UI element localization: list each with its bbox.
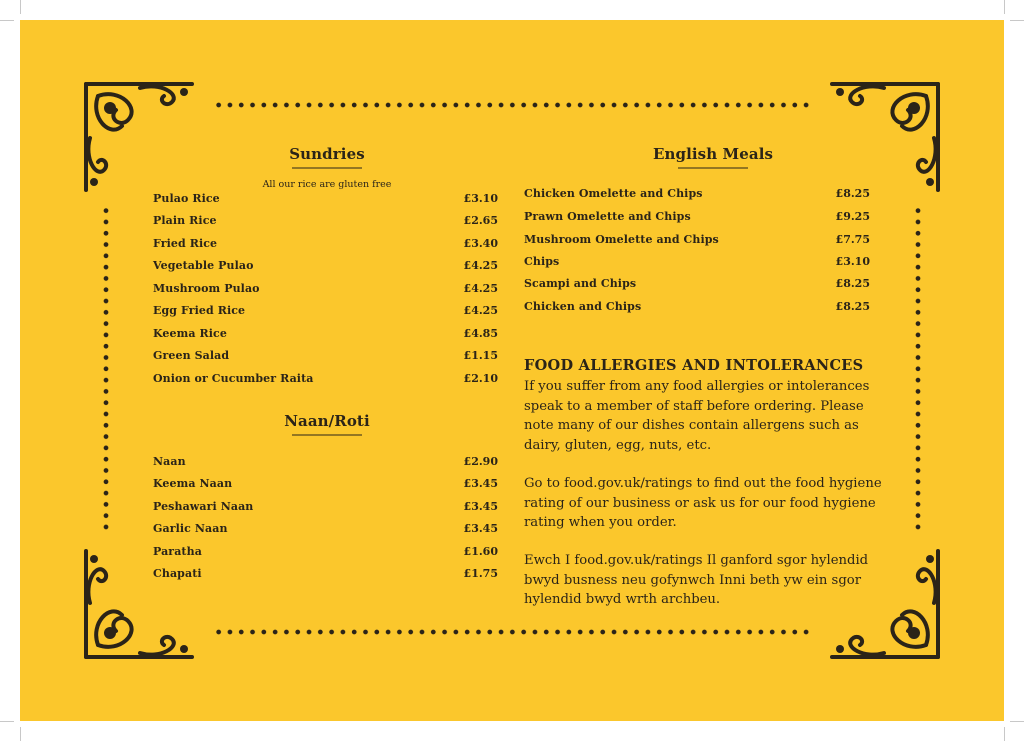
menu-item-name: Fried Rice (153, 237, 218, 250)
sundries-heading (257, 145, 397, 170)
menu-item-name: Chicken and Chips (524, 300, 642, 313)
hygiene-rating-paragraph (524, 474, 884, 533)
menu-item-price: £3.45 (463, 522, 498, 535)
heading-underline-icon (292, 166, 362, 170)
menu-item-price: £4.85 (463, 327, 498, 340)
menu-item-price: £1.15 (463, 349, 498, 362)
menu-item-name: Naan (153, 455, 186, 468)
allergy-line: note many of our dishes contain allergens such as (524, 418, 859, 433)
allergy-title: FOOD ALLERGIES AND INTOLERANCES (524, 357, 864, 374)
crop-mark (1004, 0, 1005, 14)
menu-item-price: £2.90 (463, 455, 498, 468)
menu-item-name: Mushroom Pulao (153, 282, 260, 295)
welsh-line: Ewch I food.gov.uk/ratings Il ganford sgor hylendid (524, 553, 869, 568)
crop-mark (0, 721, 14, 722)
sundries-title: Sundries (289, 145, 365, 163)
menu-item-name: Paratha (153, 545, 202, 558)
corner-ornament-icon (80, 543, 200, 663)
menu-item-price: £3.40 (463, 237, 498, 250)
menu-item-name: Pulao Rice (153, 192, 220, 205)
dotted-border-top (213, 102, 811, 108)
menu-item-price: £8.25 (835, 277, 870, 290)
menu-item-name: Onion or Cucumber Raita (153, 372, 314, 385)
menu-item-name: Green Salad (153, 349, 230, 362)
naan-roti-heading (257, 412, 397, 437)
menu-item-price: £3.10 (835, 255, 870, 268)
menu-item-price: £3.45 (463, 477, 498, 490)
corner-ornament-icon (824, 78, 944, 198)
crop-mark (20, 727, 21, 741)
menu-item-name: Keema Naan (153, 477, 233, 490)
menu-item-name: Plain Rice (153, 214, 217, 227)
heading-underline-icon (292, 433, 362, 437)
menu-item-name: Egg Fried Rice (153, 304, 246, 317)
menu-item-name: Chips (524, 255, 560, 268)
menu-item-price: £7.75 (835, 233, 870, 246)
hygiene-line: rating when you order. (524, 515, 677, 530)
menu-item-name: Prawn Omelette and Chips (524, 210, 691, 223)
menu-item-price: £3.10 (463, 192, 498, 205)
heading-underline-icon (678, 166, 748, 170)
hygiene-line: rating of our business or ask us for our food hygiene (524, 495, 876, 511)
sundries-note: All our rice are gluten free (262, 179, 392, 190)
welsh-line: bwyd busness neu gofynwch Inni beth yw ein sgor (524, 572, 862, 588)
menu-item-name: Chicken Omelette and Chips (524, 187, 703, 200)
menu-item-price: £1.75 (463, 567, 498, 580)
menu-item-name: Keema Rice (153, 327, 227, 340)
menu-item-name: Mushroom Omelette and Chips (524, 233, 719, 246)
english-meals-title: English Meals (652, 145, 774, 163)
crop-mark (1010, 721, 1024, 722)
dotted-border-bottom (213, 629, 811, 635)
menu-item-price: £8.25 (835, 187, 870, 200)
menu-item-price: £2.65 (463, 214, 498, 227)
crop-mark (1010, 20, 1024, 21)
welsh-line: hylendid bwyd wrth archbeu. (524, 592, 721, 607)
menu-item-price: £9.25 (835, 210, 870, 223)
naan-roti-title: Naan/Roti (284, 412, 370, 430)
menu-item-name: Peshawari Naan (153, 500, 254, 513)
menu-item-name: Scampi and Chips (524, 277, 637, 290)
menu-item-price: £2.10 (463, 372, 498, 385)
menu-item-name: Chapati (153, 567, 202, 580)
crop-mark (0, 20, 14, 21)
menu-item-price: £8.25 (835, 300, 870, 313)
menu-item-name: Vegetable Pulao (153, 259, 254, 272)
dotted-border-right (915, 205, 921, 535)
menu-item-price: £4.25 (463, 304, 498, 317)
allergy-line: dairy, gluten, egg, nuts, etc. (524, 437, 712, 453)
english-meals-heading (628, 145, 798, 170)
allergy-line: speak to a member of staff before ordering. Please (524, 398, 864, 414)
crop-mark (1004, 727, 1005, 741)
allergy-paragraph (524, 377, 884, 455)
welsh-hygiene-paragraph (524, 551, 884, 610)
menu-item-price: £1.60 (463, 545, 498, 558)
hygiene-line: Go to food.gov.uk/ratings to find out the food hygiene (524, 476, 882, 491)
dotted-border-left (103, 205, 109, 535)
menu-item-price: £4.25 (463, 259, 498, 272)
menu-item-price: £4.25 (463, 282, 498, 295)
menu-item-name: Garlic Naan (153, 522, 228, 535)
menu-item-price: £3.45 (463, 500, 498, 513)
allergy-line: If you suffer from any food allergies or intolerances (524, 379, 870, 394)
crop-mark (20, 0, 21, 14)
corner-ornament-icon (80, 78, 200, 198)
